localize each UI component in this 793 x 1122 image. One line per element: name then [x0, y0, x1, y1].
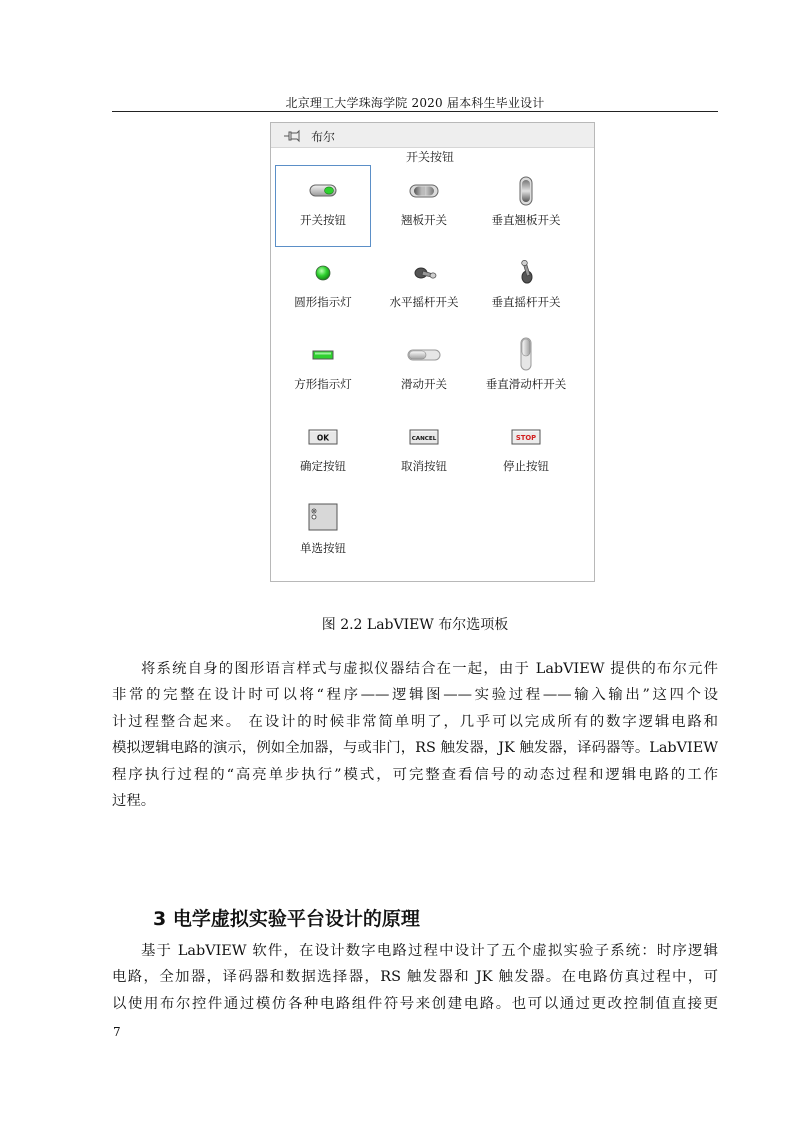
paragraph-line: 将系统自身的图形语言样式与虚拟仪器结合在一起，由于 LabVIEW 提供的布尔元件 — [141, 661, 718, 677]
paragraph-line: 程序执行过程的“高亮单步执行”模式，可完整查看信号的动态过程和逻辑电路的工作 — [112, 766, 718, 783]
palette-title-bar[interactable] — [271, 123, 594, 148]
palette-item-slide-switch[interactable] — [376, 329, 472, 411]
palette-item-square-led[interactable] — [275, 329, 371, 411]
palette-item-radio-buttons[interactable] — [275, 493, 371, 575]
paragraph-line: 非常的完整在设计时可以将“程序——逻辑图——实验过程——输入输出”这四个设 — [112, 687, 718, 704]
ok-button-text: OK — [316, 433, 330, 443]
paragraph-1 — [112, 656, 718, 814]
palette-item-cancel-button[interactable] — [376, 411, 472, 493]
palette-item-label: 垂直滑动杆开关 — [485, 377, 567, 391]
palette-item-vertical-toggle[interactable] — [478, 247, 574, 329]
palette-item-round-led[interactable] — [275, 247, 371, 329]
hover-caption: 开关按钮 — [405, 150, 454, 164]
paragraph-line: 计过程整合起来。 在设计的时候非常简单明了，几乎可以完成所有的数字逻辑电路和 — [112, 713, 718, 730]
paragraph-line: 以使用布尔控件通过模仿各种电路组件符号来创建电路。也可以通过更改控制值直接更 — [112, 995, 718, 1012]
radio-buttons-icon — [276, 504, 370, 534]
palette-item-toggle-switch[interactable] — [275, 165, 371, 247]
paragraph-line: 过程。 — [112, 793, 156, 810]
boolean-palette[interactable] — [270, 122, 595, 582]
paragraph-line: 电路，全加器，译码器和数据选择器，RS 触发器和 JK 触发器。在电路仿真过程中，可 — [112, 969, 718, 986]
palette-item-ok-button[interactable] — [275, 411, 371, 493]
palette-item-label: 确定按钮 — [300, 459, 346, 473]
palette-item-label: 圆形指示灯 — [294, 295, 352, 309]
palette-item-label: 单选按钮 — [300, 541, 346, 555]
header-rule — [112, 111, 718, 112]
palette-item-label: 水平摇杆开关 — [389, 295, 459, 309]
palette-item-horizontal-toggle[interactable] — [376, 247, 472, 329]
palette-item-stop-button[interactable] — [478, 411, 574, 493]
slide-switch-icon — [377, 340, 471, 370]
palette-item-label: 停止按钮 — [503, 459, 549, 473]
paragraph-line: 模拟逻辑电路的演示，例如全加器，与或非门，RS 触发器，JK 触发器，译码器等。LabVIEW — [112, 740, 718, 757]
ok-button-icon — [276, 422, 370, 452]
cancel-button-text: CANCEL — [411, 435, 437, 442]
palette-title: 布尔 — [311, 130, 336, 144]
horizontal-toggle-icon — [377, 258, 471, 288]
round-led-icon — [276, 258, 370, 288]
palette-item-label: 开关按钮 — [300, 213, 346, 227]
section-heading: 3 电学虚拟实验平台设计的原理 — [153, 908, 420, 930]
square-led-icon — [276, 340, 370, 370]
vertical-toggle-icon — [479, 258, 573, 288]
cancel-button-icon — [377, 422, 471, 452]
rocker-switch-icon — [377, 176, 471, 206]
stop-button-icon — [479, 422, 573, 452]
paragraph-line: 基于 LabVIEW 软件，在设计数字电路过程中设计了五个虚拟实验子系统：时序逻辑 — [141, 943, 718, 959]
palette-item-rocker-switch[interactable] — [376, 165, 472, 247]
vertical-slide-switch-icon — [479, 340, 573, 370]
palette-item-label: 方形指示灯 — [294, 377, 352, 391]
toggle-switch-icon — [276, 176, 370, 206]
palette-item-label: 滑动开关 — [401, 377, 447, 391]
running-header: 北京理工大学珠海学院 2020 届本科生毕业设计 — [285, 96, 545, 110]
vertical-rocker-switch-icon — [479, 176, 573, 206]
paragraph-2 — [112, 938, 718, 1017]
palette-item-label: 垂直摇杆开关 — [491, 295, 561, 309]
pin-icon[interactable] — [283, 128, 301, 147]
palette-item-vertical-rocker-switch[interactable] — [478, 165, 574, 247]
palette-item-vertical-slide-switch[interactable] — [478, 329, 574, 411]
palette-item-label: 垂直翘板开关 — [491, 213, 561, 227]
palette-item-label: 取消按钮 — [401, 459, 447, 473]
figure-caption: 图 2.2 LabVIEW 布尔选项板 — [321, 617, 509, 633]
palette-item-label: 翘板开关 — [401, 213, 447, 227]
page-number: 7 — [113, 1025, 121, 1039]
stop-button-text: STOP — [515, 434, 537, 442]
